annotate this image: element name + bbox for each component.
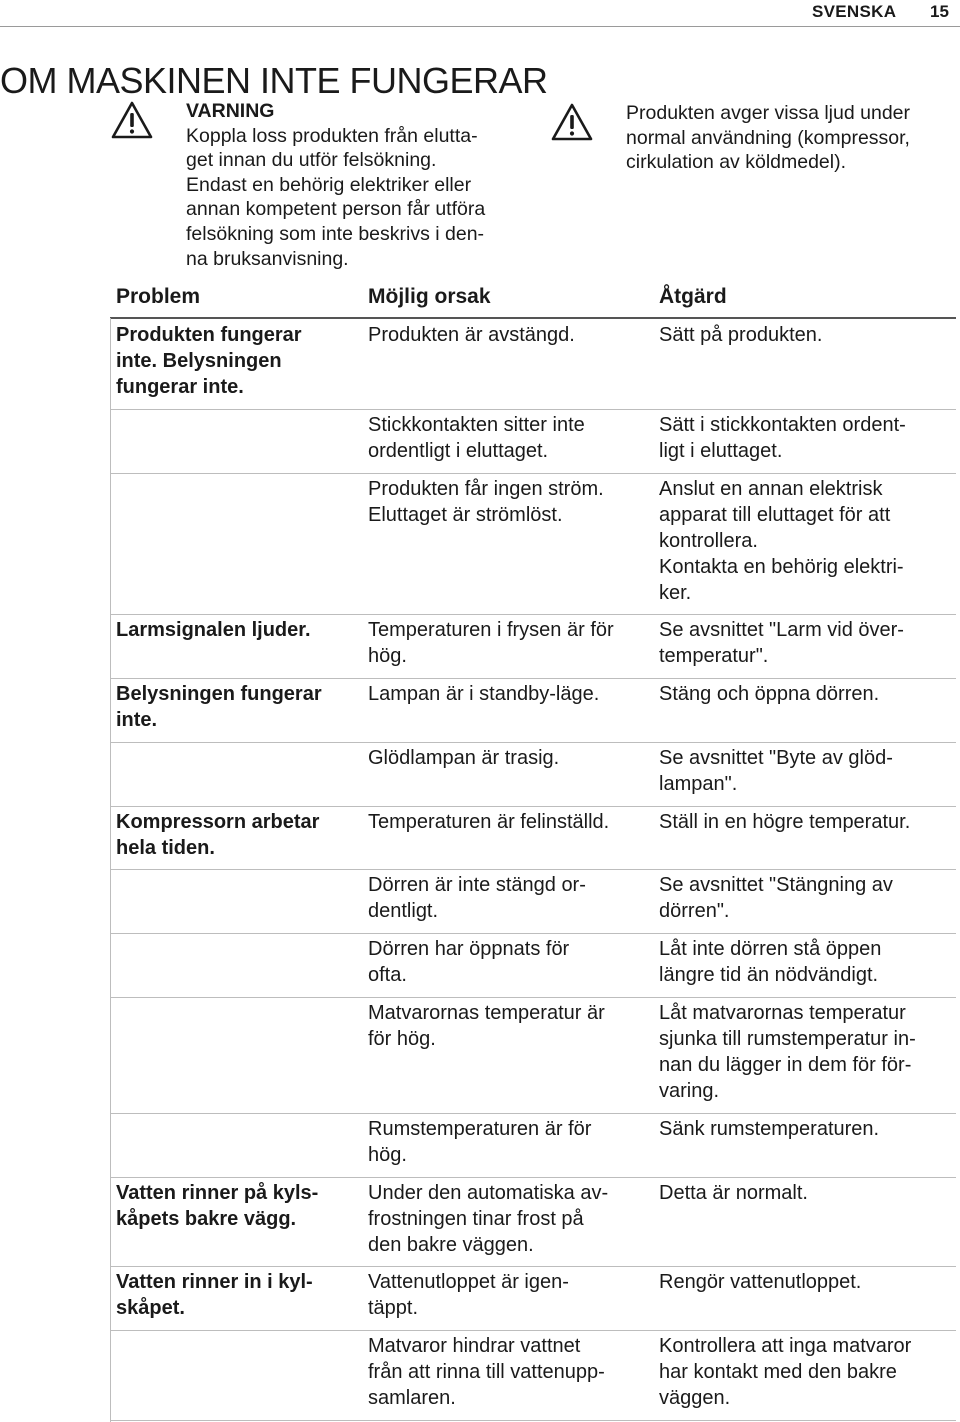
cause-cell: Stickkontakten sitter inte ordentligt i eluttaget. [368, 414, 585, 462]
action-cell: Låt matvarornas temperatur sjunka till rumstemperatur in- nan du lägger in dem för för- varing. [659, 1002, 916, 1102]
table-row-divider [110, 1177, 956, 1178]
cause-cell: Produkten får ingen ström. Eluttaget är strömlöst. [368, 478, 604, 526]
table-row-divider [110, 869, 956, 870]
cause-cell: Temperaturen i frysen är för hög. [368, 619, 614, 667]
table-row-divider [110, 933, 956, 934]
cause-cell: Temperaturen är felinställd. [368, 811, 610, 833]
column-header-cause: Möjlig orsak [368, 285, 491, 308]
action-cell: Sänk rumstemperaturen. [659, 1118, 880, 1140]
action-cell: Anslut en annan elektrisk apparat till eluttaget för att kontrollera. Kontakta en behörig elektri- ker. [659, 478, 904, 604]
action-cell: Stäng och öppna dörren. [659, 683, 880, 705]
action-cell: Detta är normalt. [659, 1182, 808, 1204]
note-warning-triangle-icon [550, 102, 594, 142]
header-language: SVENSKA [812, 2, 897, 21]
note-text: Produkten avger vissa ljud under normal användning (kompressor, cirkulation av köldmedel). [626, 102, 910, 174]
problem-cell: Belysningen fungerar inte. [116, 683, 322, 731]
table-row-divider [110, 742, 956, 743]
table-row-divider [110, 806, 956, 807]
problem-cell: Kompressorn arbetar hela tiden. [116, 811, 320, 859]
action-cell: Låt inte dörren stå öppen längre tid än nödvändigt. [659, 938, 882, 986]
action-cell: Se avsnittet "Stängning av dörren". [659, 874, 893, 922]
page-title: OM MASKINEN INTE FUNGERAR [0, 60, 548, 102]
action-cell: Sätt på produkten. [659, 324, 823, 346]
cause-cell: Dörren har öppnats för ofta. [368, 938, 570, 986]
problem-cell: Vatten rinner in i kyl- skåpet. [116, 1271, 313, 1319]
problem-cell: Produkten fungerar inte. Belysningen fungerar inte. [116, 324, 302, 398]
table-row-divider [110, 997, 956, 998]
table-row-divider [110, 1266, 956, 1267]
action-cell: Se avsnittet "Larm vid över- temperatur". [659, 619, 904, 667]
table-row-divider [110, 409, 956, 410]
table-row-divider [110, 1113, 956, 1114]
action-cell: Se avsnittet "Byte av glöd- lampan". [659, 747, 893, 795]
table-header [116, 285, 956, 319]
table-row-divider [110, 614, 956, 615]
problem-cell: Larmsignalen ljuder. [116, 619, 311, 641]
cause-cell: Dörren är inte stängd or- dentligt. [368, 874, 586, 922]
header-divider [0, 26, 960, 27]
cause-cell: Under den automatiska av- frostningen tinar frost på den bakre väggen. [368, 1182, 609, 1256]
table-row-divider [110, 1330, 956, 1331]
warning-box [186, 99, 526, 271]
column-header-action: Åtgärd [659, 285, 727, 308]
warning-triangle-icon [110, 100, 154, 140]
table-left-border [110, 318, 111, 1422]
table-row-divider [110, 678, 956, 679]
cause-cell: Matvarornas temperatur är för hög. [368, 1002, 605, 1050]
warning-title: VARNING [186, 100, 275, 122]
column-header-problem: Problem [116, 285, 201, 308]
cause-cell: Produkten är avstängd. [368, 324, 575, 346]
cause-cell: Glödlampan är trasig. [368, 747, 560, 769]
cause-cell: Vattenutloppet är igen- täppt. [368, 1271, 569, 1319]
table-row-divider [110, 473, 956, 474]
page-number: 15 [930, 2, 949, 21]
action-cell: Kontrollera att inga matvaror har kontakt med den bakre väggen. [659, 1335, 912, 1409]
action-cell: Ställ in en högre temperatur. [659, 811, 911, 833]
cause-cell: Lampan är i standby-läge. [368, 683, 600, 705]
action-cell: Sätt i stickkontakten ordent- ligt i eluttaget. [659, 414, 906, 462]
table-header-divider [110, 317, 956, 319]
cause-cell: Rumstemperaturen är för hög. [368, 1118, 592, 1166]
action-cell: Rengör vattenutloppet. [659, 1271, 862, 1293]
cause-cell: Matvaror hindrar vattnet från att rinna till vattenupp- samlaren. [368, 1335, 605, 1409]
table-row-divider [110, 1420, 956, 1421]
problem-cell: Vatten rinner på kyls- kåpets bakre vägg. [116, 1182, 319, 1230]
warning-text: Koppla loss produkten från elutta- get innan du utför felsökning. Endast en behörig elektriker eller annan kompetent person får utföra felsökning som inte beskrivs i den- na bruksanvisning. [186, 124, 486, 270]
